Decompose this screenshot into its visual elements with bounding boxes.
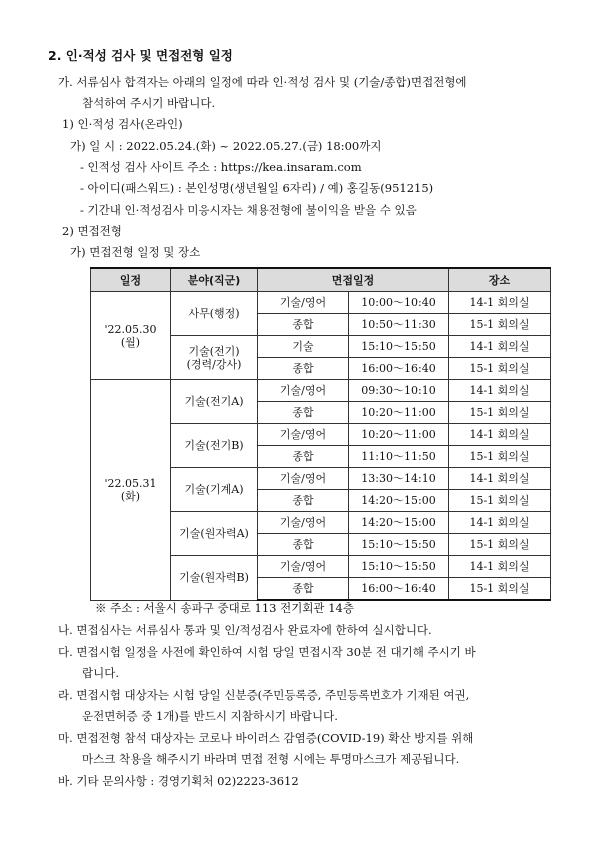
type-cell: 종합 xyxy=(258,314,349,336)
item-ra-line1: 라. 면접시험 대상자는 시험 당일 신분증(주민등록증, 주민등록번호가 기재된 여권, xyxy=(58,688,470,702)
header-place: 장소 xyxy=(449,268,551,292)
place-cell: 14-1 회의실 xyxy=(449,468,551,490)
time-cell: 14:20～15:00 xyxy=(349,490,449,512)
date-cell xyxy=(91,380,171,601)
place-cell: 14-1 회의실 xyxy=(449,556,551,578)
header-date: 일정 xyxy=(91,268,171,292)
type-cell: 기술 xyxy=(258,336,349,358)
field-cell: 기술(전기B) xyxy=(171,424,258,468)
sub1-bullet: - 인적성 검사 사이트 주소 : https://kea.insaram.com xyxy=(80,160,362,174)
table-header-row xyxy=(91,268,551,292)
item-ma-line1: 마. 면접전형 참석 대상자는 코로나 바이러스 감염증(COVID-19) 확산 방지를 위해 xyxy=(58,731,474,745)
sub2-subheading: 가) 면접전형 일정 및 장소 xyxy=(70,245,201,259)
sub1-bullet: - 아이디(패스워드) : 본인성명(생년월일 6자리) / 예) 홍길동(951215) xyxy=(80,181,434,195)
type-cell: 종합 xyxy=(258,578,349,601)
time-cell: 10:20～11:00 xyxy=(349,424,449,446)
place-cell: 15-1 회의실 xyxy=(449,402,551,424)
field-cell xyxy=(171,336,258,380)
item-ba: 바. 기타 문의사항 : 경영기획처 02)2223-3612 xyxy=(58,774,299,788)
place-cell: 14-1 회의실 xyxy=(449,424,551,446)
type-cell: 기술/영어 xyxy=(258,424,349,446)
item-da-line1: 다. 면접시험 일정을 사전에 확인하여 시험 당일 면접시작 30분 전 대기해 주시기 바 xyxy=(58,645,476,659)
address-note: ※ 주소 : 서울시 송파구 중대로 113 전기회관 14층 xyxy=(95,601,354,615)
type-cell: 종합 xyxy=(258,358,349,380)
day-text: (월) xyxy=(120,335,141,349)
field-subtext: (경력/강사) xyxy=(186,357,242,371)
time-cell: 10:50～11:30 xyxy=(349,314,449,336)
place-cell: 14-1 회의실 xyxy=(449,512,551,534)
time-cell: 15:10～15:50 xyxy=(349,534,449,556)
place-cell: 15-1 회의실 xyxy=(449,446,551,468)
interview-schedule-table xyxy=(90,267,551,601)
time-cell: 15:10～15:50 xyxy=(349,556,449,578)
item-na: 나. 면접심사는 서류심사 통과 및 인/적성검사 완료자에 한하여 실시합니다. xyxy=(58,623,432,637)
time-cell: 10:00～10:40 xyxy=(349,292,449,314)
type-cell: 종합 xyxy=(258,534,349,556)
time-cell: 16:00～16:40 xyxy=(349,358,449,380)
place-cell: 15-1 회의실 xyxy=(449,358,551,380)
time-cell: 13:30～14:10 xyxy=(349,468,449,490)
date-cell xyxy=(91,292,171,380)
type-cell: 기술/영어 xyxy=(258,468,349,490)
item-ga-line1: 가. 서류심사 합격자는 아래의 일정에 따라 인·적성 검사 및 (기술/종합)면접전형에 xyxy=(58,75,467,89)
table-row xyxy=(91,292,551,314)
type-cell: 기술/영어 xyxy=(258,380,349,402)
time-cell: 11:10～11:50 xyxy=(349,446,449,468)
item-ga-line2: 참석하여 주시기 바랍니다. xyxy=(82,96,216,110)
sub2-heading: 2) 면접전형 xyxy=(62,224,122,238)
field-cell: 기술(원자력B) xyxy=(171,556,258,601)
type-cell: 기술/영어 xyxy=(258,556,349,578)
place-cell: 15-1 회의실 xyxy=(449,490,551,512)
sub1-date: 가) 일 시 : 2022.05.24.(화) ~ 2022.05.27.(금) 18:00까지 xyxy=(70,139,382,153)
header-schedule: 면접일정 xyxy=(258,268,449,292)
field-cell: 기술(원자력A) xyxy=(171,512,258,556)
date-text: '22.05.31 xyxy=(104,476,157,490)
table-row xyxy=(91,380,551,402)
time-cell: 15:10～15:50 xyxy=(349,336,449,358)
item-ma-line2: 마스크 착용을 해주시기 바라며 면접 전형 시에는 투명마스크가 제공됩니다. xyxy=(82,752,460,766)
type-cell: 종합 xyxy=(258,490,349,512)
place-cell: 15-1 회의실 xyxy=(449,314,551,336)
section-title: 2. 인·적성 검사 및 면접전형 일정 xyxy=(48,48,233,63)
header-field: 분야(직군) xyxy=(171,268,258,292)
time-cell: 16:00～16:40 xyxy=(349,578,449,601)
field-cell: 기술(기계A) xyxy=(171,468,258,512)
time-cell: 10:20～11:00 xyxy=(349,402,449,424)
place-cell: 14-1 회의실 xyxy=(449,336,551,358)
sub1-bullet: - 기간내 인·적성검사 미응시자는 채용전형에 불이익을 받을 수 있음 xyxy=(80,203,417,217)
date-text: '22.05.30 xyxy=(104,322,157,336)
item-ra-line2: 운전면허증 중 1개)를 반드시 지참하시기 바랍니다. xyxy=(82,709,338,723)
day-text: (화) xyxy=(120,489,141,503)
item-da-line2: 랍니다. xyxy=(82,666,119,680)
type-cell: 기술/영어 xyxy=(258,512,349,534)
field-cell: 사무(행정) xyxy=(171,292,258,336)
type-cell: 기술/영어 xyxy=(258,292,349,314)
sub1-heading: 1) 인·적성 검사(온라인) xyxy=(62,117,183,131)
place-cell: 14-1 회의실 xyxy=(449,292,551,314)
time-cell: 09:30～10:10 xyxy=(349,380,449,402)
type-cell: 종합 xyxy=(258,402,349,424)
place-cell: 15-1 회의실 xyxy=(449,578,551,601)
time-cell: 14:20～15:00 xyxy=(349,512,449,534)
field-cell: 기술(전기A) xyxy=(171,380,258,424)
place-cell: 14-1 회의실 xyxy=(449,380,551,402)
type-cell: 종합 xyxy=(258,446,349,468)
place-cell: 15-1 회의실 xyxy=(449,534,551,556)
field-text: 기술(전기) xyxy=(188,344,240,358)
